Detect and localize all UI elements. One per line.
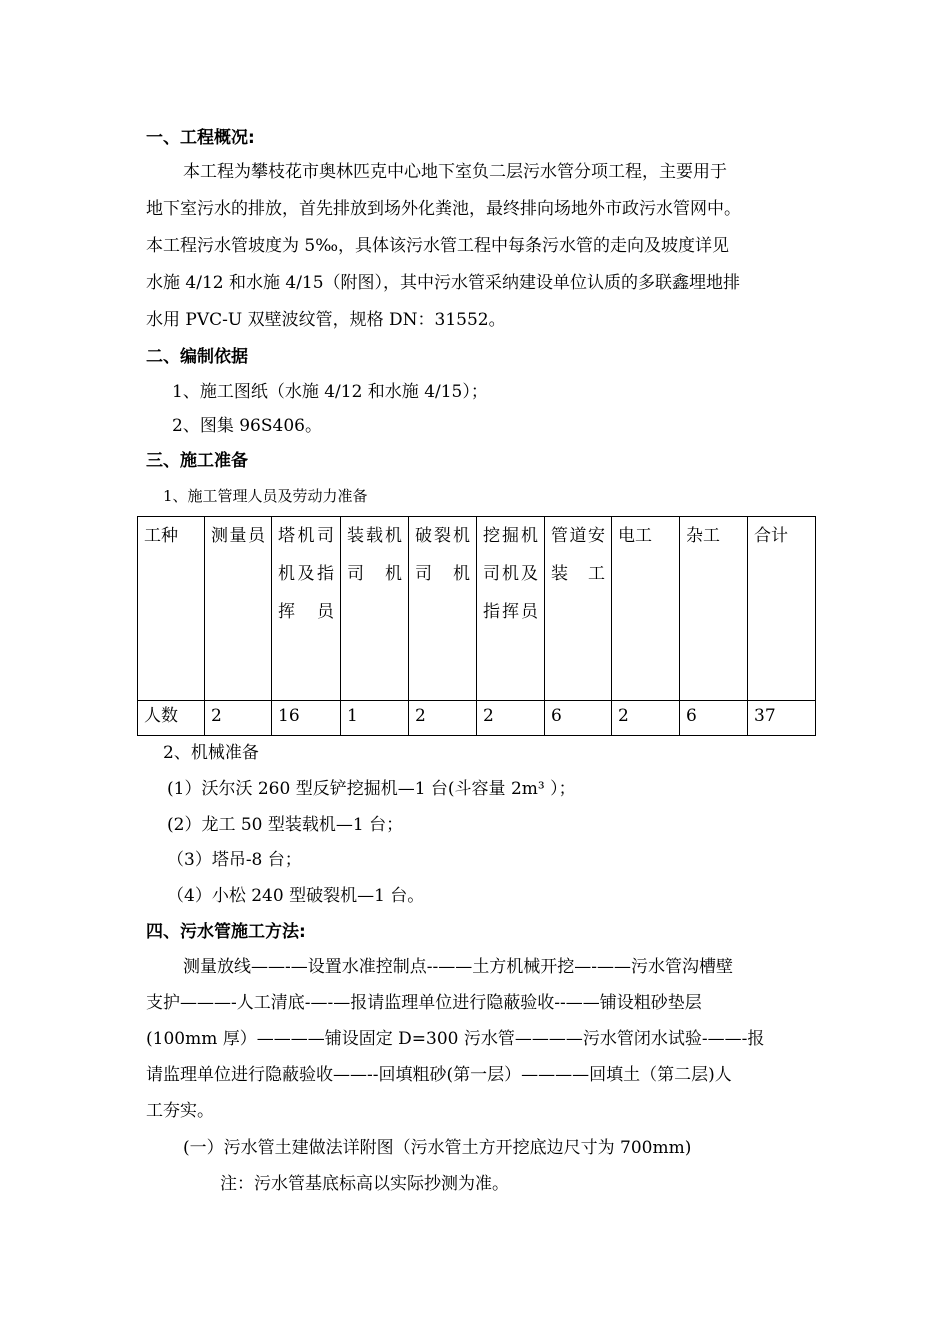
header-cell: 测量员	[205, 517, 272, 701]
basis-item: 1、施工图纸（水施 4/12 和水施 4/15）；	[172, 382, 488, 402]
header-cell: 挖掘机司机及指挥员	[477, 517, 545, 701]
header-cell: 杂工	[680, 517, 748, 701]
count-cell: 16	[272, 701, 341, 736]
paragraph-line: 支护———-人工清底-—-—报请监理单位进行隐蔽验收--——铺设粗砂垫层	[146, 993, 702, 1013]
basis-item: 2、图集 96S406。	[172, 416, 322, 436]
labor-table	[137, 516, 816, 736]
header-cell: 合计	[748, 517, 816, 701]
paragraph-line: 测量放线——-—设置水准控制点--——土方机械开挖—-——污水管沟槽壁	[183, 957, 733, 977]
machine-item: (1）沃尔沃 260 型反铲挖掘机—1 台(斗容量 2m³ ）；	[167, 779, 576, 799]
header-cell: 电工	[612, 517, 680, 701]
count-cell: 2	[409, 701, 477, 736]
section4-heading: 四、污水管施工方法:	[146, 922, 306, 942]
count-cell: 2	[612, 701, 680, 736]
machine-item: (2）龙工 50 型装载机—1 台；	[167, 815, 404, 835]
count-cell: 6	[680, 701, 748, 736]
header-cell: 工种	[138, 517, 205, 701]
paragraph-line: 请监理单位进行隐蔽验收——--回填粗砂(第一层）————回填土（第二层)人	[146, 1065, 732, 1085]
count-cell: 37	[748, 701, 816, 736]
count-cell: 1	[341, 701, 409, 736]
header-cell: 破裂机司机	[409, 517, 477, 701]
paragraph-line: 工夯实。	[146, 1101, 214, 1121]
section2-heading: 二、编制依据	[146, 347, 248, 367]
paragraph-line: 本工程污水管坡度为 5‰，具体该污水管工程中每条污水管的走向及坡度详见	[146, 236, 730, 256]
paragraph-line: 水用 PVC-U 双壁波纹管，规格 DN：31552。	[146, 310, 506, 330]
count-cell: 2	[477, 701, 545, 736]
paragraph-line: 本工程为攀枝花市奥林匹克中心地下室负二层污水管分项工程，主要用于	[183, 162, 727, 182]
machine-item: （3）塔吊-8 台；	[167, 850, 302, 870]
count-cell: 2	[205, 701, 272, 736]
row-label-cell: 人数	[138, 701, 205, 736]
header-cell: 管道安装工	[545, 517, 612, 701]
paragraph-line: 地下室污水的排放，首先排放到场外化粪池，最终排向场地外市政污水管网中。	[146, 199, 741, 219]
header-cell: 塔机司机及指挥员	[272, 517, 341, 701]
table-row	[138, 701, 816, 736]
section3-heading: 三、施工准备	[146, 451, 248, 471]
machine-item: （4）小松 240 型破裂机—1 台。	[167, 886, 425, 906]
paragraph-line: (100mm 厚）————铺设固定 D=300 污水管————污水管闭水试验-——-报	[146, 1029, 765, 1049]
machinery-subheading: 2、机械准备	[163, 743, 259, 763]
header-cell: 装载机司机	[341, 517, 409, 701]
labor-subheading: 1、施工管理人员及劳动力准备	[163, 487, 368, 505]
paragraph-line: 水施 4/12 和水施 4/15（附图），其中污水管采纳建设单位认质的多联鑫埋地排	[146, 273, 741, 293]
section1-heading: 一、工程概况:	[146, 128, 255, 148]
table-header-row	[138, 517, 816, 701]
note-text: 注：污水管基底标高以实际抄测为准。	[220, 1174, 509, 1194]
count-cell: 6	[545, 701, 612, 736]
subsection-heading: (一）污水管土建做法详附图（污水管土方开挖底边尺寸为 700mm)	[183, 1138, 692, 1158]
